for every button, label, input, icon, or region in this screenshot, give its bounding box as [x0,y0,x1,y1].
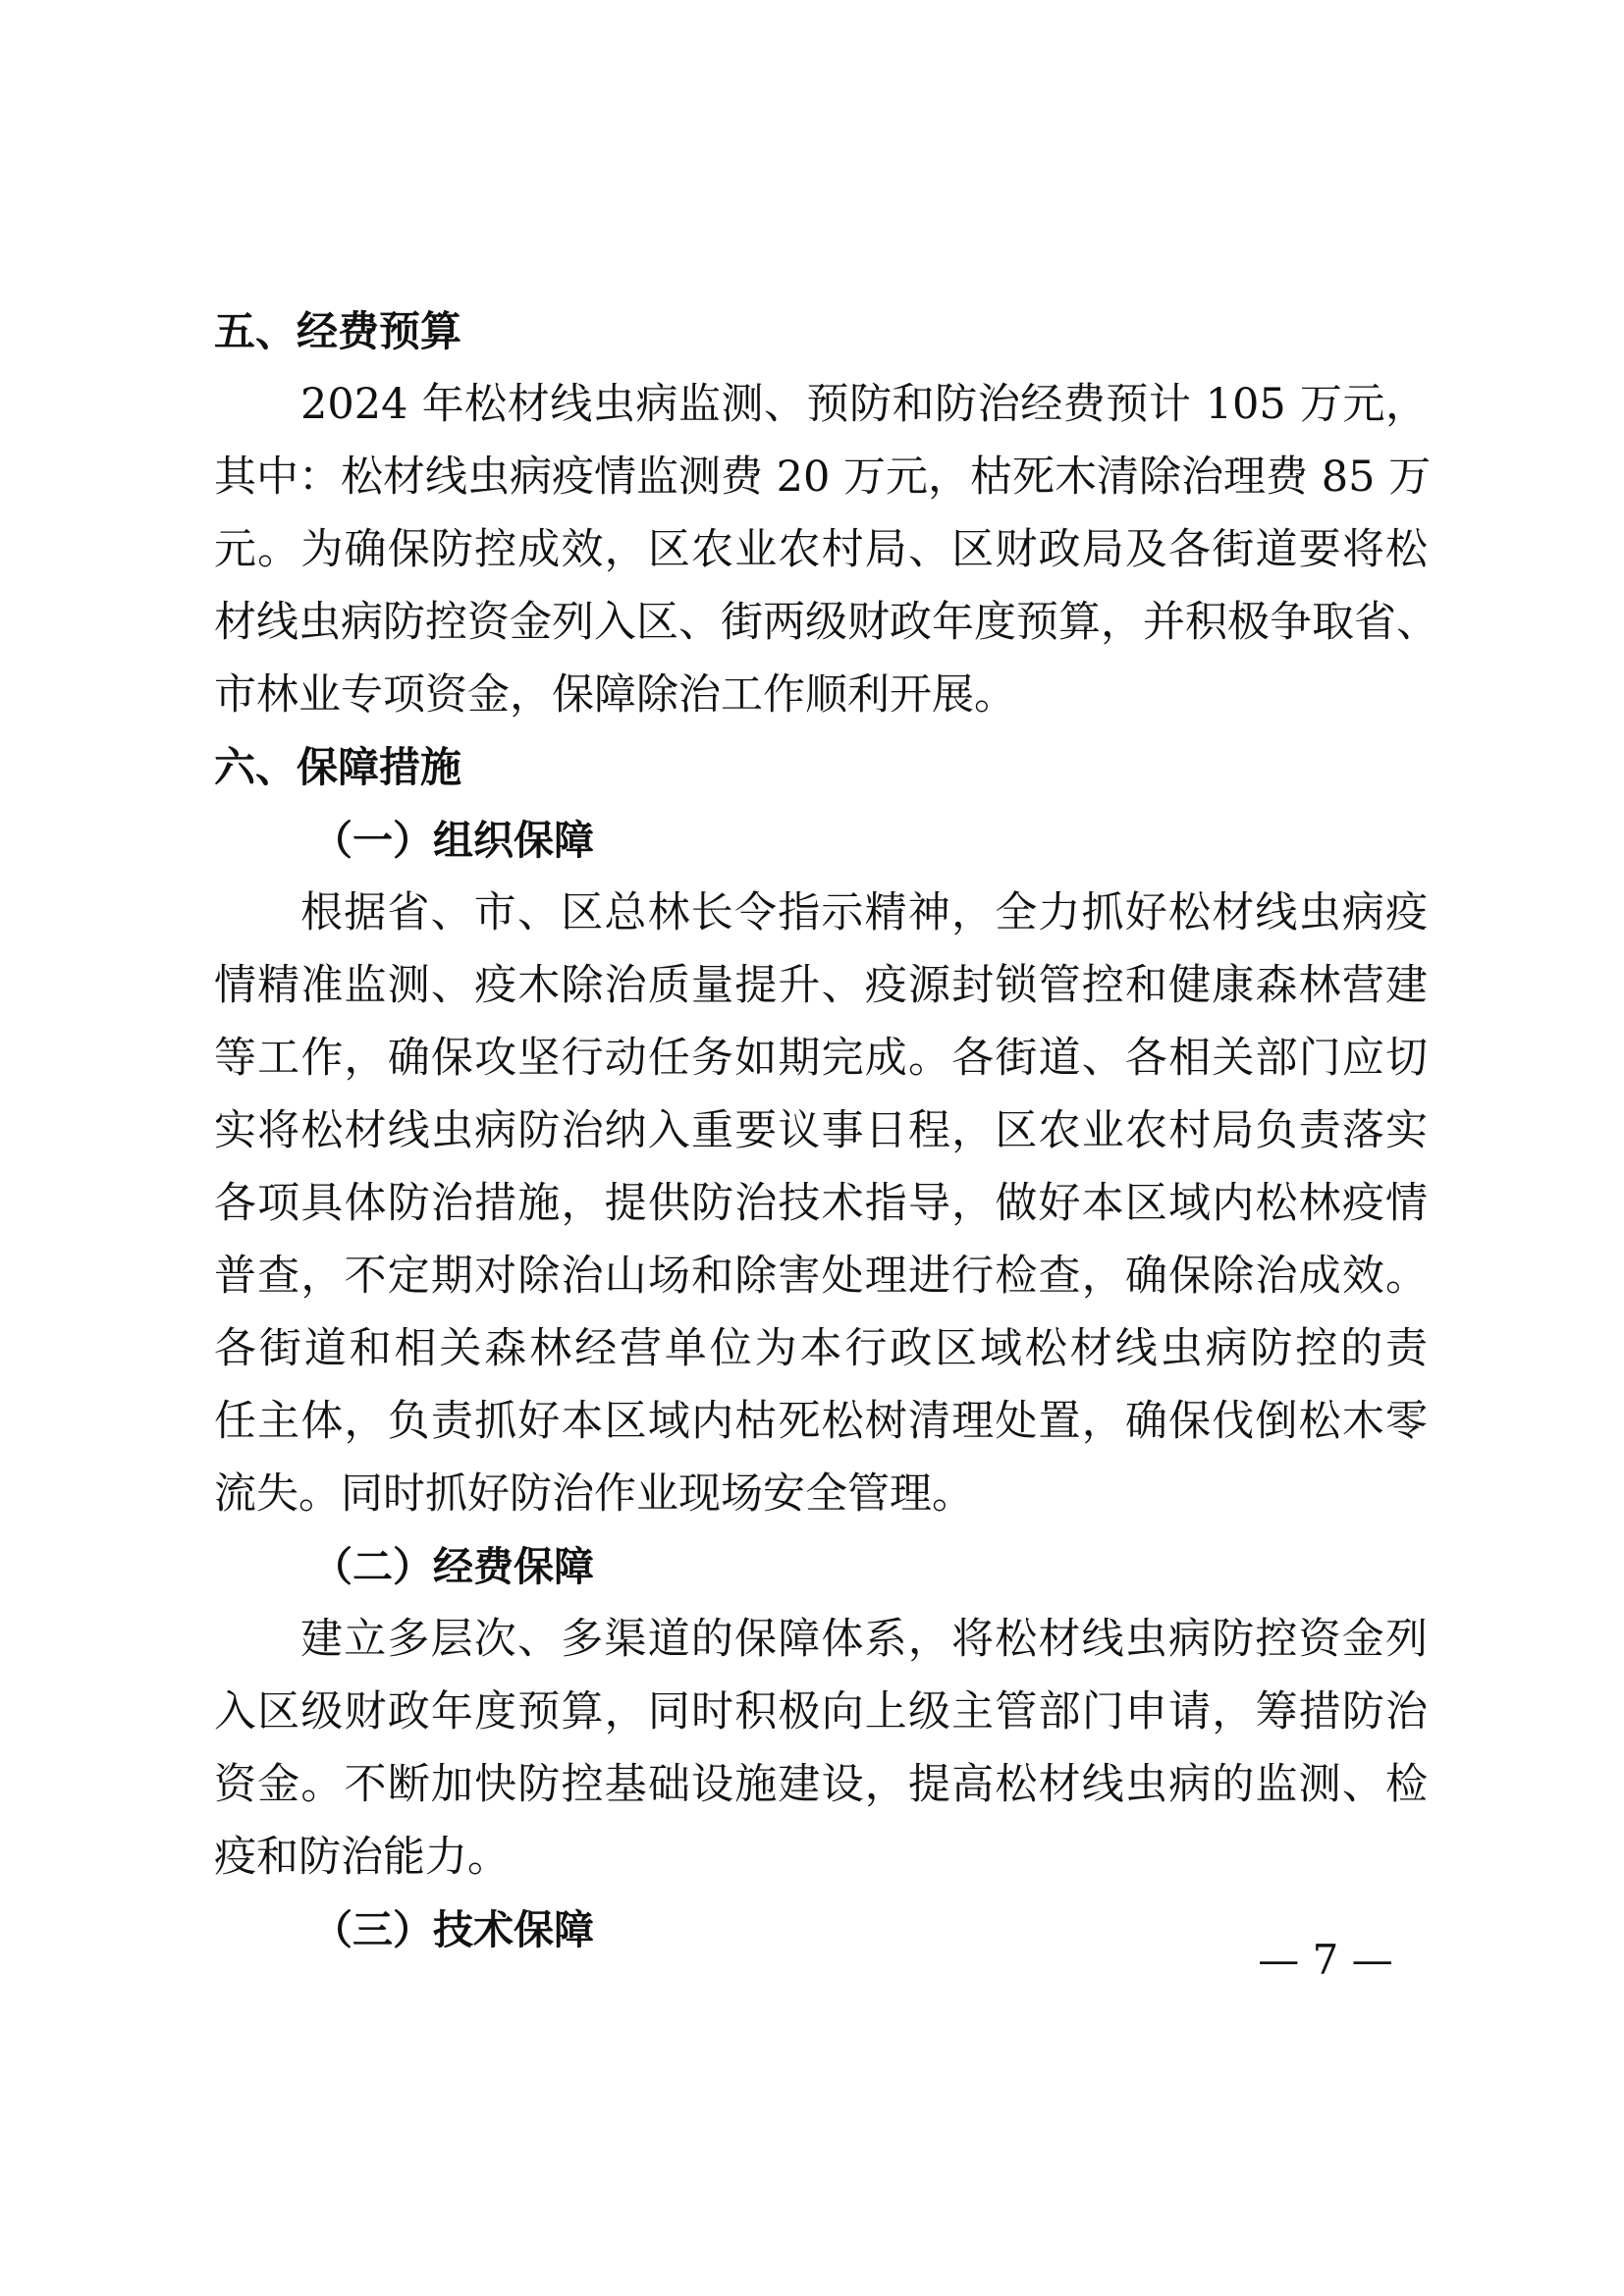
paragraph-line: 各项具体防治措施，提供防治技术指导，做好本区域内松林疫情 [214,1179,1428,1228]
paragraph-line: 元。为确保防控成效，区农业农村局、区财政局及各街道要将松 [214,525,1428,574]
paragraph-line: 流失。同时抓好防治作业现场安全管理。 [214,1469,974,1519]
subsection-heading-technical: （三）技术保障 [312,1906,594,1953]
paragraph-line: 建立多层次、多渠道的保障体系，将松材线虫病防控资金列 [300,1615,1428,1664]
subsection-heading-funding: （二）经费保障 [312,1543,594,1590]
subsection-heading-organization: （一）组织保障 [312,817,594,864]
paragraph-line: 普查，不定期对除治山场和除害处理进行检查，确保除治成效。 [214,1252,1428,1301]
paragraph-line: 等工作，确保攻坚行动任务如期完成。各街道、各相关部门应切 [214,1034,1428,1083]
paragraph-line: 任主体，负责抓好本区域内枯死松树清理处置，确保伐倒松木零 [214,1397,1428,1446]
page-number: — 7 — [1258,1936,1393,1984]
paragraph-line: 各街道和相关森林经营单位为本行政区域松材线虫病防控的责 [214,1324,1428,1373]
paragraph-line: 资金。不断加快防控基础设施建设，提高松材线虫病的监测、检 [214,1760,1428,1809]
paragraph-line: 情精准监测、疫木除治质量提升、疫源封锁管控和健康森林营建 [214,961,1428,1010]
paragraph-line: 其中：松材线虫病疫情监测费 20 万元，枯死木清除治理费 85 万 [214,453,1432,502]
section-heading-safeguards: 六、保障措施 [214,743,462,791]
paragraph-line: 入区级财政年度预算，同时积极向上级主管部门申请，筹措防治 [214,1687,1428,1736]
paragraph-line: 疫和防治能力。 [214,1833,510,1882]
paragraph-line: 市林业专项资金，保障除治工作顺利开展。 [214,670,1016,720]
paragraph-line: 根据省、市、区总林长令指示精神，全力抓好松材线虫病疫 [300,888,1428,937]
paragraph-line: 2024 年松材线虫病监测、预防和防治经费预计 105 万元， [300,380,1428,429]
paragraph-line: 实将松材线虫病防治纳入重要议事日程，区农业农村局负责落实 [214,1106,1428,1155]
paragraph-line: 材线虫病防控资金列入区、街两级财政年度预算，并积极争取省、 [214,598,1438,647]
section-heading-budget: 五、经费预算 [214,307,462,355]
